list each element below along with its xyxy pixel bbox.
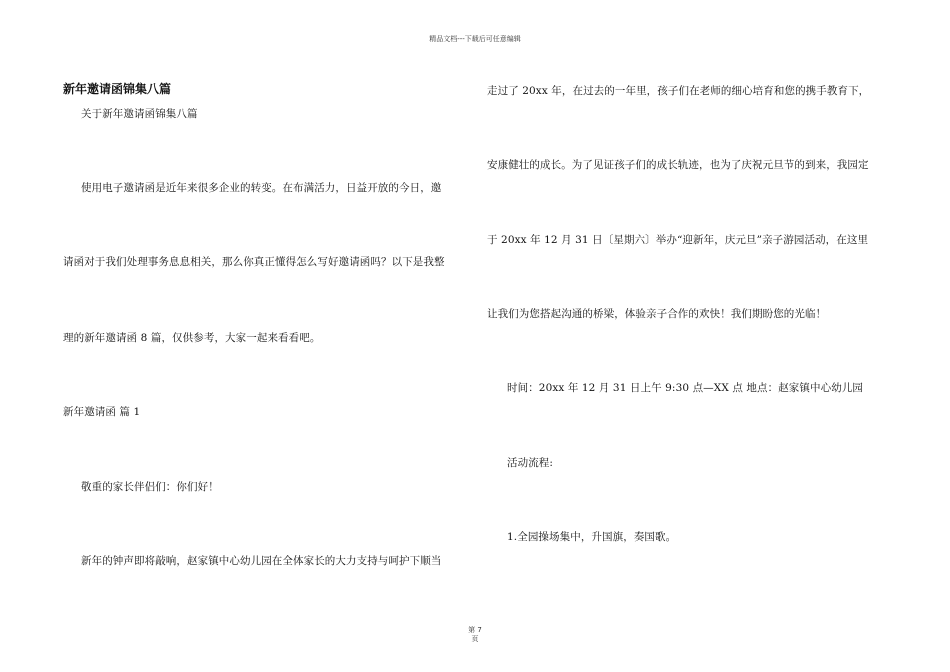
paragraph-line: 让我们为您搭起沟通的桥梁，体验亲子合作的欢快！我们期盼您的光临！ bbox=[487, 308, 827, 320]
event-time-location: 时间：20xx 年 12 月 31 日上午 9:30 点—XX 点 地点：赵家镇中心幼儿园 bbox=[507, 382, 863, 394]
page-header: 精品文档---下载后可任意编辑 bbox=[429, 35, 521, 43]
paragraph-line: 走过了 20xx 年，在过去的一年里，孩子们在老师的细心培育和您的携手教育下， bbox=[487, 85, 870, 97]
process-heading: 活动流程: bbox=[507, 457, 554, 469]
section-heading: 新年邀请函 篇 1 bbox=[63, 406, 141, 418]
greeting-line: 敬重的家长伴侣们：你们好！ bbox=[81, 481, 219, 493]
paragraph-line: 新年的钟声即将敲响，赵家镇中心幼儿园在全体家长的大力支持与呵护下顺当 bbox=[81, 555, 442, 567]
page-number: 第 7 bbox=[468, 626, 482, 634]
document-subtitle: 关于新年邀请函锦集八篇 bbox=[81, 108, 198, 120]
paragraph-line: 使用电子邀请函是近年来很多企业的转变。在布满活力，日益开放的今日，邀 bbox=[81, 182, 442, 194]
page-unit: 页 bbox=[471, 635, 479, 643]
paragraph-line: 理的新年邀请函 8 篇，仅供参考，大家一起来看看吧。 bbox=[63, 332, 321, 344]
document-title: 新年邀请函锦集八篇 bbox=[63, 82, 172, 96]
paragraph-line: 安康健壮的成长。为了见证孩子们的成长轨迹，也为了庆祝元旦节的到来，我园定 bbox=[487, 159, 869, 171]
process-step: 1.全园操场集中，升国旗，奏国歌。 bbox=[507, 531, 677, 543]
paragraph-line: 于 20xx 年 12 月 31 日〔星期六〕举办“迎新年，庆元旦”亲子游园活动，在这里 bbox=[487, 234, 869, 246]
paragraph-line: 请函对于我们处理事务息息相关，那么你真正懂得怎么写好邀请函吗？以下是我整 bbox=[63, 256, 445, 268]
